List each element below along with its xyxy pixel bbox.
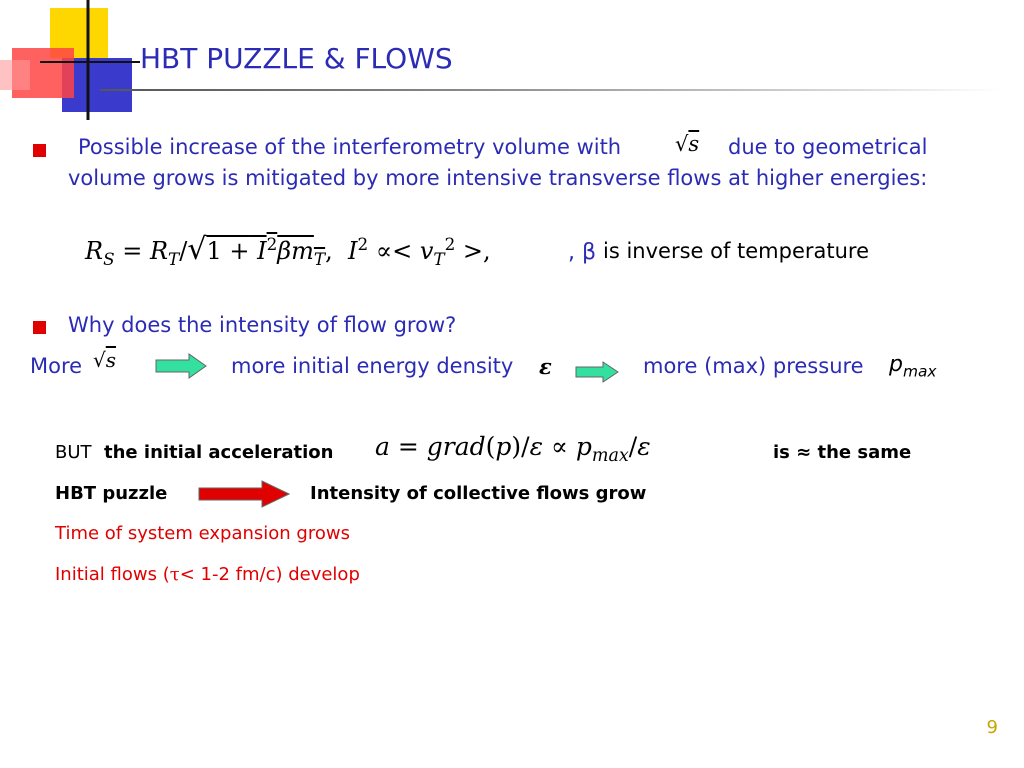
hbt-puzzle-label: HBT puzzle	[55, 483, 168, 504]
bullet1-line1-b: due to geometrical	[728, 135, 928, 159]
beta-symbol: , β	[568, 240, 597, 265]
accel-label: the initial acceleration	[104, 442, 334, 463]
slide-title: HBT PUZZLE & FLOWS	[140, 42, 453, 75]
accel-same: is ≈ the same	[773, 442, 912, 463]
chain-sqrt-s: √s	[93, 348, 117, 372]
chain-pressure: more (max) pressure	[643, 354, 864, 378]
bullet1-line1-a: Possible increase of the interferometry volume with	[78, 135, 622, 159]
acceleration-formula: a = grad(p)/ε ∝ $p_{max}/\varepsilon$	[375, 432, 651, 466]
tau-symbol: τ	[169, 564, 180, 585]
note-initial-flows: Initial flows (τ< 1-2 fm/c) develop	[55, 564, 360, 585]
chain-more: More	[30, 354, 83, 378]
bullet2-text: Why does the intensity of flow grow?	[68, 313, 457, 337]
bullet-marker-2	[33, 321, 46, 334]
green-arrow-1	[155, 353, 207, 379]
hbt-result: Intensity of collective flows grow	[310, 483, 647, 504]
page-number: 9	[986, 717, 998, 738]
rs-formula: $R_S = R_T/√1 + I^2\beta m_T$, $I^2 \propto< v_T^2$ >,	[85, 232, 491, 269]
accel-but: BUT	[55, 442, 92, 463]
note-time-expansion: Time of system expansion grows	[55, 523, 350, 544]
beta-note: is inverse of temperature	[603, 239, 870, 263]
title-divider	[100, 89, 1000, 91]
p-max-symbol: $p_{max}$	[889, 352, 937, 381]
green-arrow-2	[575, 361, 619, 383]
corner-logo-graphic	[0, 0, 140, 120]
sqrt-s-formula: √s	[675, 132, 700, 156]
bullet-marker-1	[33, 144, 46, 157]
epsilon-symbol: ε	[539, 354, 552, 379]
chain-energy-density: more initial energy density	[231, 354, 514, 378]
red-arrow	[198, 480, 290, 508]
bullet1-line2: volume grows is mitigated by more intensive transverse flows at higher energies:	[68, 166, 928, 190]
